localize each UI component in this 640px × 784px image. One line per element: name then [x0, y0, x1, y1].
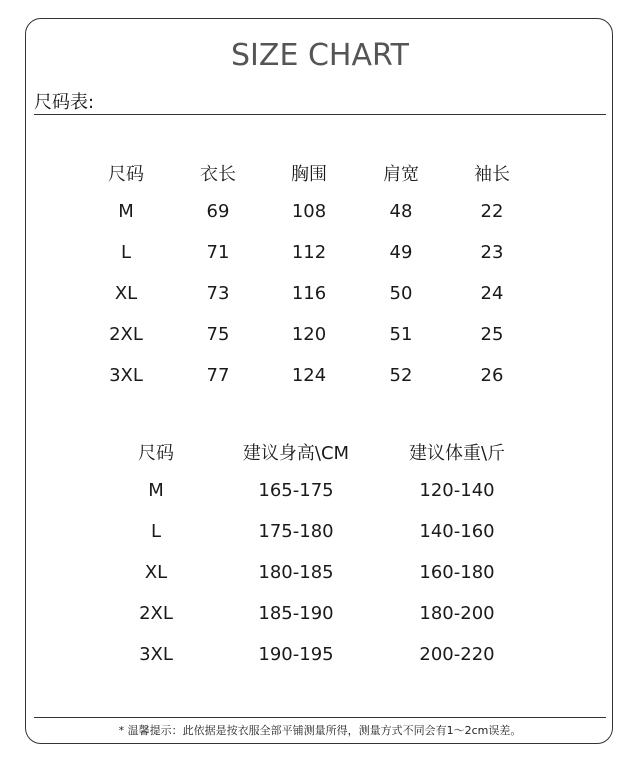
table-cell: L: [120, 242, 132, 263]
size-table-label: 尺码表:: [34, 92, 95, 113]
header-cell: 衣长: [200, 164, 236, 185]
table-cell: 49: [389, 242, 413, 263]
table-cell: 124: [291, 365, 327, 386]
header-cell: 胸围: [291, 164, 327, 185]
table-cell: XL: [114, 283, 138, 304]
table-cell: 180-200: [419, 603, 495, 624]
table-cell: 71: [206, 242, 230, 263]
header-cell: 建议体重\斤: [408, 443, 506, 464]
table-cell: 50: [389, 283, 413, 304]
table-cell: XL: [144, 562, 168, 583]
table-cell: 112: [291, 242, 327, 263]
table-cell: 52: [389, 365, 413, 386]
table-cell: 26: [480, 365, 504, 386]
table-cell: M: [148, 480, 164, 501]
header-cell: 尺码: [108, 164, 144, 185]
table-cell: 175-180: [258, 521, 334, 542]
table-cell: 22: [480, 201, 504, 222]
header-cell: 尺码: [138, 443, 174, 464]
table-cell: 73: [206, 283, 230, 304]
footer-divider: [34, 717, 606, 718]
page-title: SIZE CHART: [231, 38, 409, 73]
table-cell: 180-185: [258, 562, 334, 583]
header-cell: 袖长: [474, 164, 510, 185]
table-cell: 23: [480, 242, 504, 263]
table-cell: 77: [206, 365, 230, 386]
table-cell: 108: [291, 201, 327, 222]
table-cell: 75: [206, 324, 230, 345]
header-cell: 肩宽: [383, 164, 419, 185]
table-cell: 185-190: [258, 603, 334, 624]
table-cell: 51: [389, 324, 413, 345]
table-cell: 3XL: [109, 365, 143, 386]
table-cell: 165-175: [258, 480, 334, 501]
footnote: * 温馨提示：此依据是按衣服全部平铺测量所得，测量方式不同会有1～2cm误差。: [118, 724, 522, 737]
table-cell: 48: [389, 201, 413, 222]
table-cell: 120: [291, 324, 327, 345]
table-cell: 24: [480, 283, 504, 304]
table-cell: 140-160: [419, 521, 495, 542]
table-cell: M: [118, 201, 134, 222]
table-cell: 2XL: [109, 324, 143, 345]
header-cell: 建议身高\CM: [242, 443, 350, 464]
table-cell: 3XL: [139, 644, 173, 665]
table-cell: 200-220: [419, 644, 495, 665]
header-divider: [34, 114, 606, 115]
table-cell: 190-195: [258, 644, 334, 665]
table-cell: L: [150, 521, 162, 542]
table-cell: 120-140: [419, 480, 495, 501]
table-cell: 2XL: [139, 603, 173, 624]
table-cell: 116: [291, 283, 327, 304]
table-cell: 69: [206, 201, 230, 222]
table-cell: 25: [480, 324, 504, 345]
table-cell: 160-180: [419, 562, 495, 583]
